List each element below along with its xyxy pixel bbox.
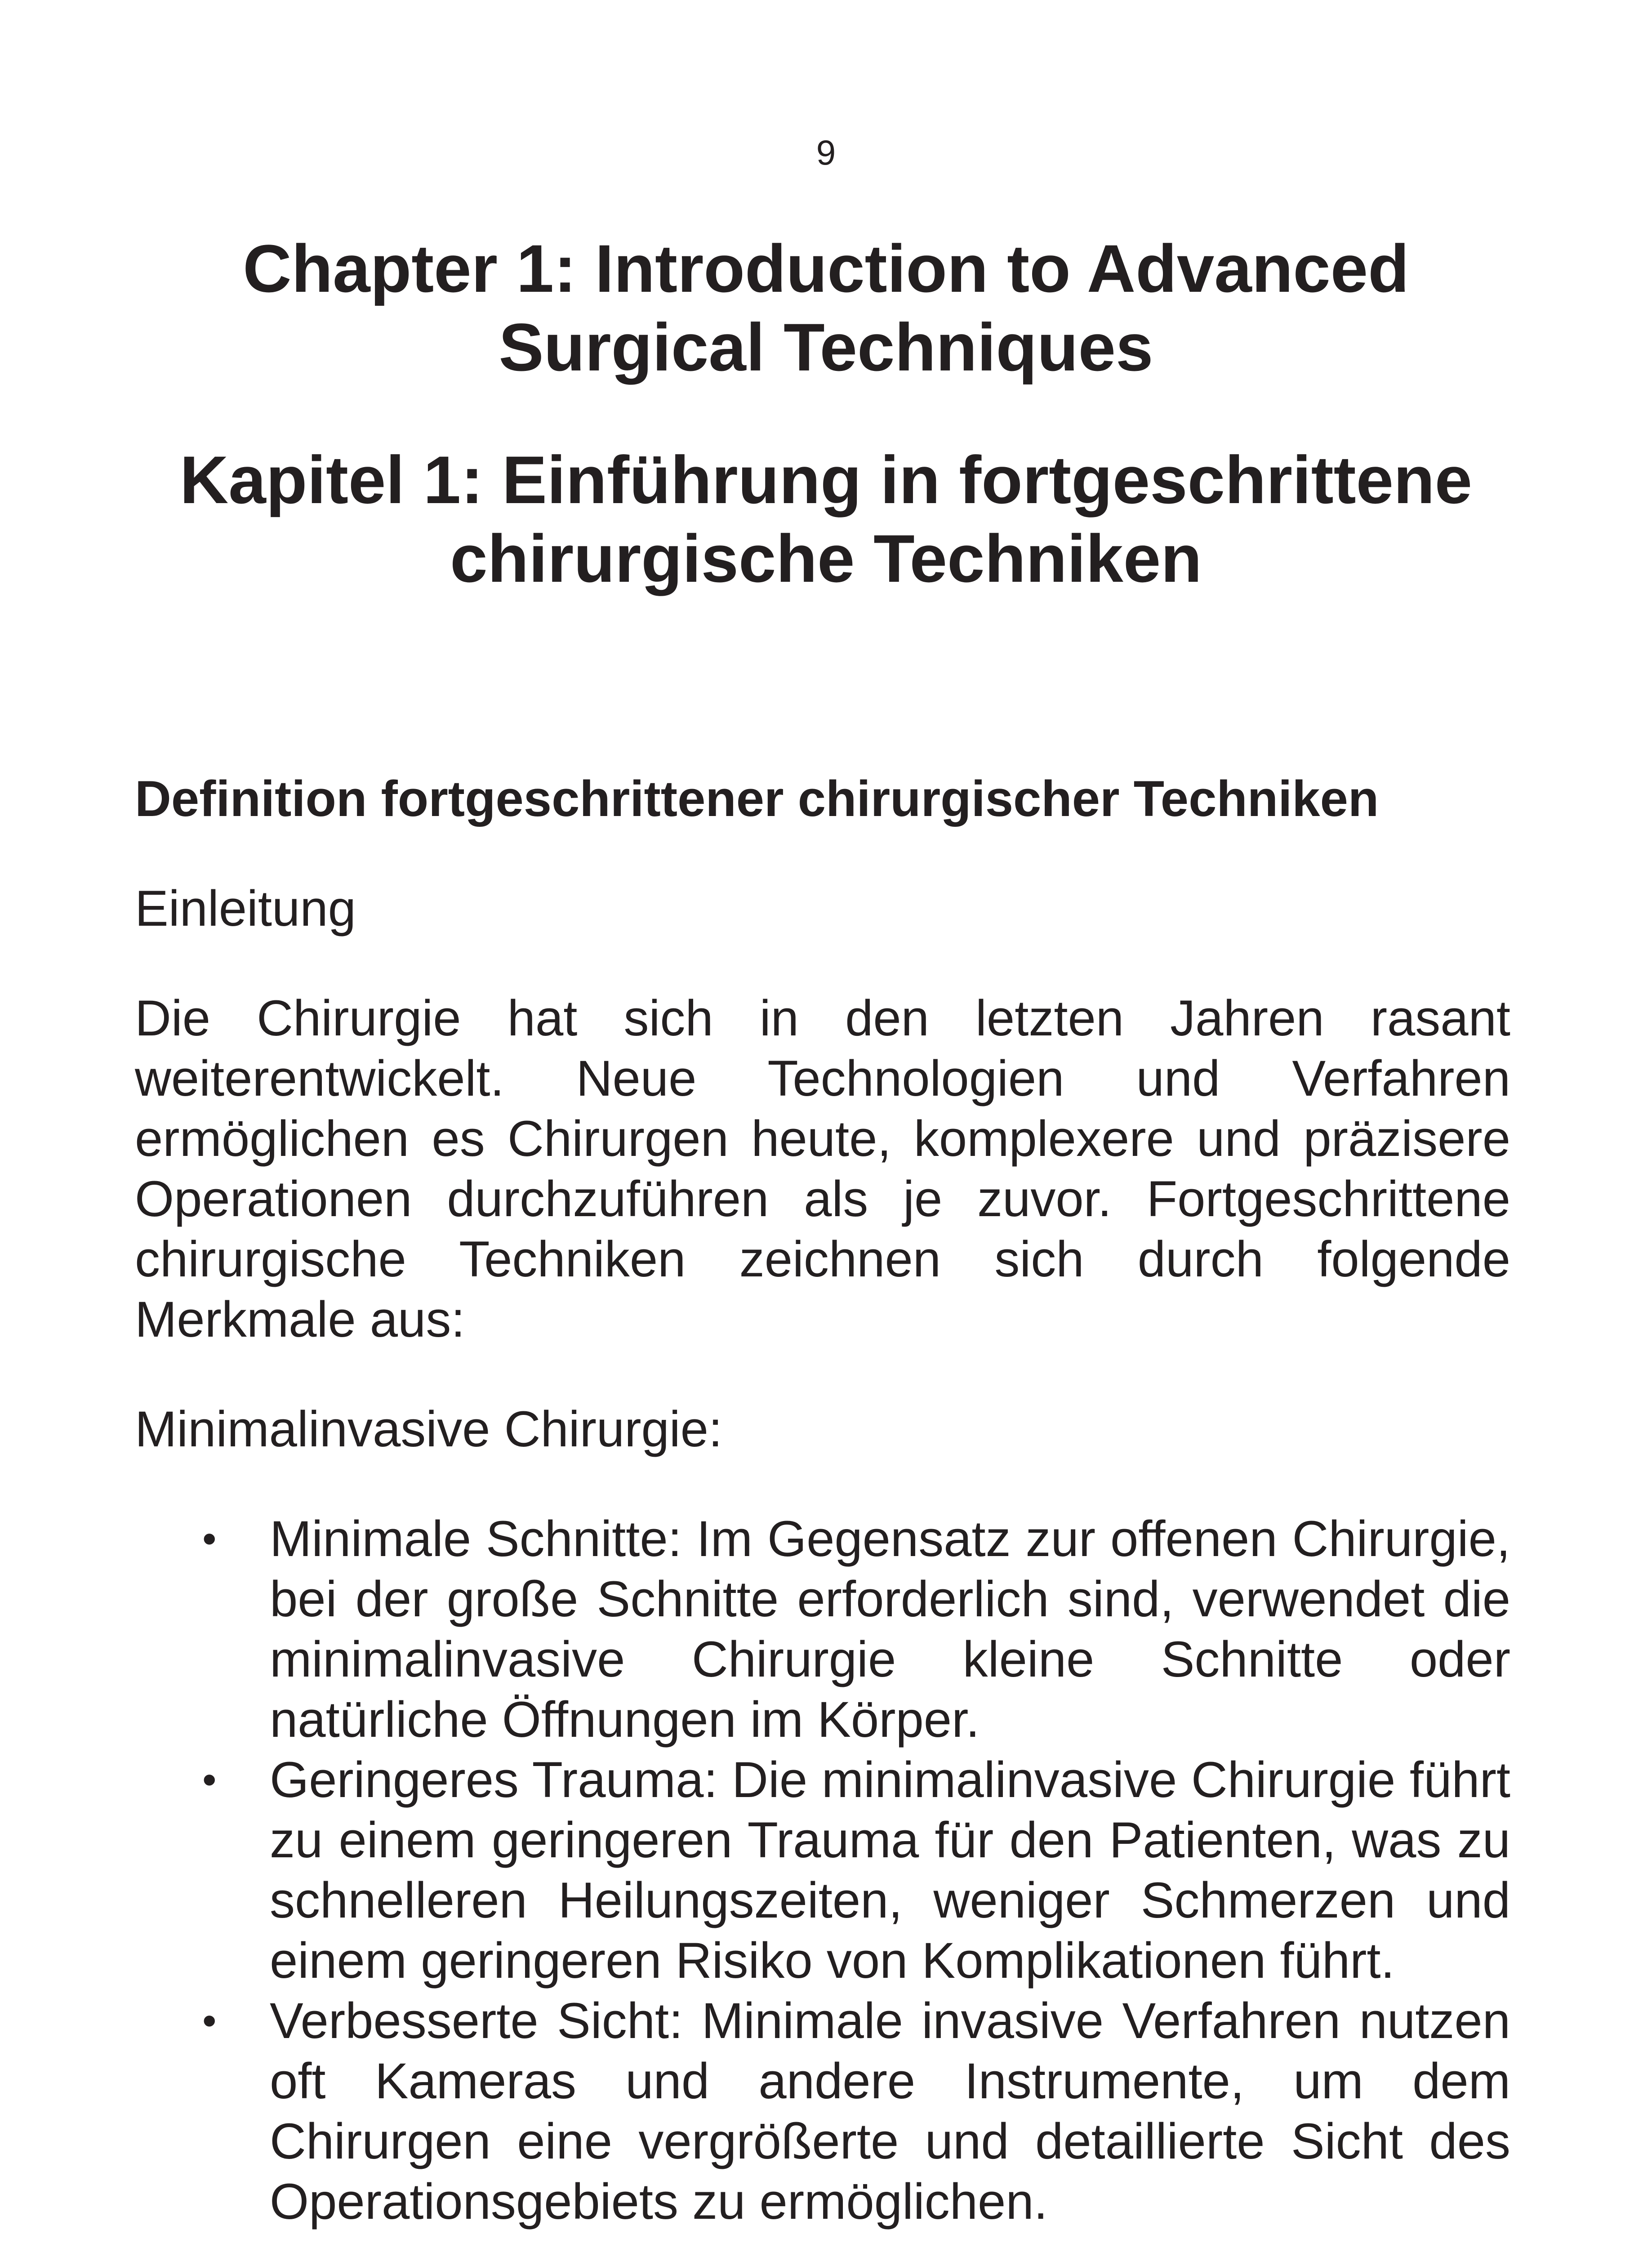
list-item-text: Verbesserte Sicht: Minimale invasive Verfahren nutzen oft Kameras und andere Instrumente, um dem Chirurgen eine vergrößerte und detaillierte Sicht des Operationsgebiets zu ermöglichen. bbox=[270, 1993, 1510, 2230]
subsection-label: Minimalinvasive Chirurgie: bbox=[135, 1401, 723, 1457]
list-item-text: Minimale Schnitte: Im Gegensatz zur offenen Chirurgie, bei der große Schnitte erforderlich sind, verwendet die minimalinvasive Chirurgie kleine Schnitte oder natürliche Öffnungen im Körper. bbox=[270, 1511, 1510, 1748]
list-item bbox=[202, 1750, 1510, 1991]
section-heading: Definition fortgeschrittener chirurgischer Techniken bbox=[135, 771, 1379, 827]
intro-label: Einleitung bbox=[135, 880, 356, 937]
bullet-icon: • bbox=[202, 1757, 217, 1802]
chapter-title-english: Chapter 1: Introduction to Advanced Surgical Techniques bbox=[243, 231, 1409, 385]
list-item bbox=[202, 1509, 1510, 1750]
list-item bbox=[202, 1991, 1510, 2232]
page-content bbox=[135, 769, 1510, 2232]
page-number: 9 bbox=[816, 133, 836, 172]
bullet-icon: • bbox=[202, 1998, 217, 2043]
list-item-text: Geringeres Trauma: Die minimalinvasive Chirurgie führt zu einem geringeren Trauma für den Patienten, was zu schnelleren Heilungszeiten, weniger Schmerzen und einem geringeren Risiko von Komplikationen führt. bbox=[270, 1752, 1510, 1989]
intro-paragraph: Die Chirurgie hat sich in den letzten Jahren rasant weiterentwickelt. Neue Technologien und Verfahren ermöglichen es Chirurgen heute, komplexere und präzisere Operationen durchzuführen als je zuvor. Fortgeschrittene chirurgische Techniken zeichnen sich durch folgende Merkmale aus: bbox=[135, 990, 1510, 1347]
bullet-icon: • bbox=[202, 1517, 217, 1561]
chapter-title-german: Kapitel 1: Einführung in fortgeschrittene chirurgische Techniken bbox=[179, 442, 1473, 596]
bullet-list bbox=[135, 1509, 1510, 2232]
